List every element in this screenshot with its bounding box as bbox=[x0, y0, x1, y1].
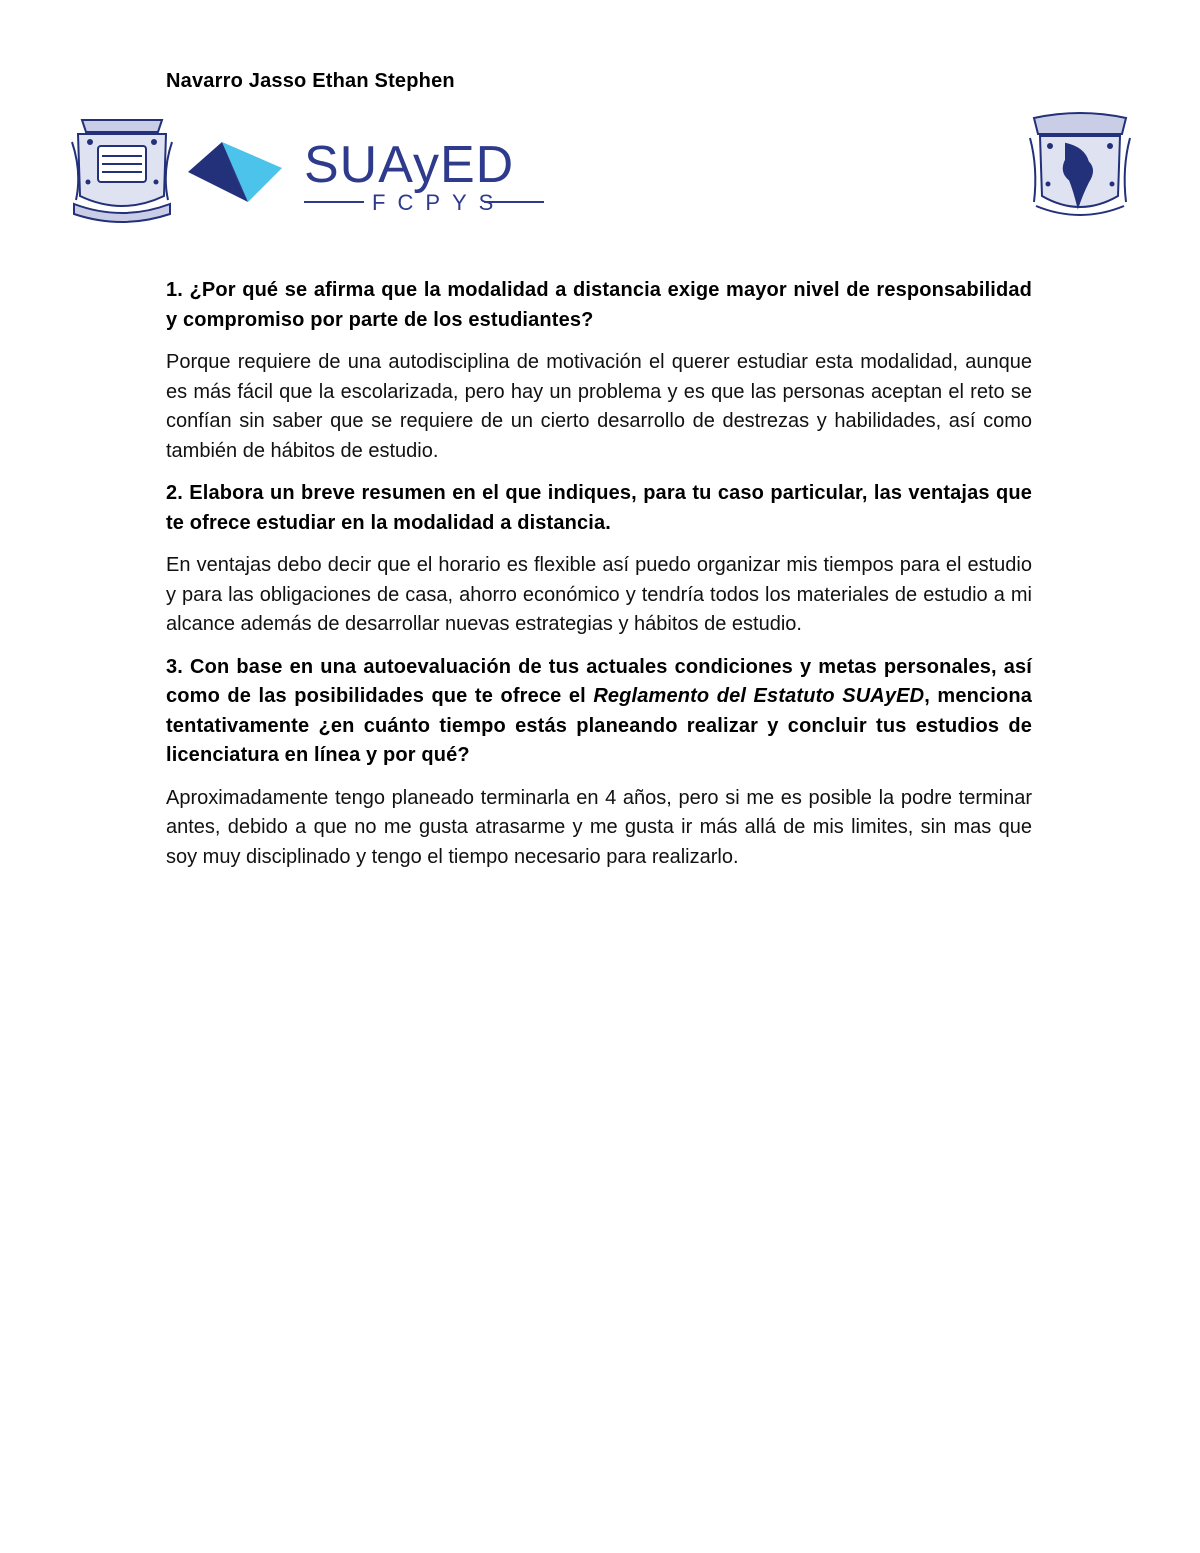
question-2: 2. Elabora un breve resumen en el que indiques, para tu caso particular, las ventajas que te ofrece estudiar en la modalidad a distancia. bbox=[166, 482, 1032, 534]
question-3-part1: 3. Con base en una autoevaluación de tus actuales condiciones y metas personales, así como de las posibilidades que te ofrece el bbox=[166, 655, 1032, 707]
author-name: Navarro Jasso Ethan Stephen bbox=[166, 70, 455, 92]
answer-2: En ventajas debo decir que el horario es flexible así puedo organizar mis tiempos para el estudio y para las obligaciones de casa, ahorro económico y tendría todos los materiales de estudio a mi alcance además de desarrollar nuevas estrategias y hábitos de estudio. bbox=[166, 554, 1032, 635]
question-3-part2: , menciona tentativamente ¿en cuánto tiempo estás planeando realizar y concluir tus estudios de licenciatura en línea y por qué? bbox=[166, 685, 1032, 766]
unam-escudo-logo bbox=[1026, 110, 1134, 224]
suayed-sub-text: FCPYS bbox=[372, 190, 506, 214]
suayed-fcpys-logo bbox=[186, 132, 550, 214]
suayed-main-text: SUAyED bbox=[304, 136, 515, 194]
fcpys-seal-logo bbox=[68, 112, 176, 226]
answer-1: Porque requiere de una autodisciplina de motivación el querer estudiar esta modalidad, aunque es más fácil que la escolarizada, pero hay un problema y es que las personas aceptan el reto se confían sin saber que se requiere de un cierto desarrollo de destrezas y habilidades, así como también de hábitos de estudio. bbox=[166, 351, 1032, 462]
questionnaire-body bbox=[166, 276, 1032, 885]
question-1: 1. ¿Por qué se afirma que la modalidad a distancia exige mayor nivel de responsabilidad y compromiso por parte de los estudiantes? bbox=[166, 279, 1032, 331]
question-3 bbox=[166, 653, 1032, 771]
question-3-regulation-title: Reglamento del Estatuto SUAyED bbox=[593, 685, 925, 707]
answer-3: Aproximadamente tengo planeado terminarla en 4 años, pero si me es posible la podre terminar antes, debido a que no me gusta atrasarme y me gusta ir más allá de mis limites, sin mas que soy muy disciplinado y tengo el tiempo necesario para realizarlo. bbox=[166, 786, 1032, 868]
